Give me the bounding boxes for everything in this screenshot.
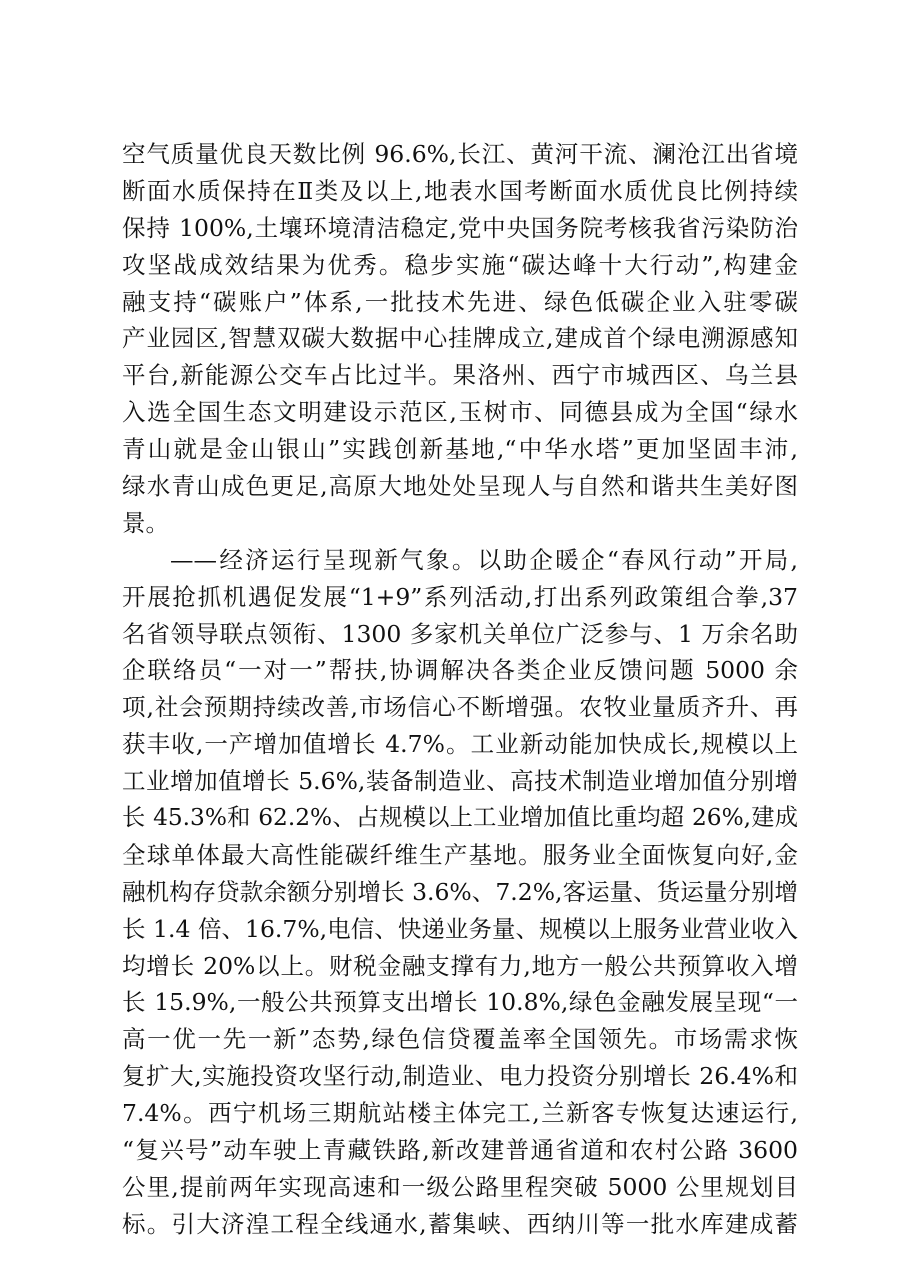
text-line: 长 1.4 倍、16.7%,电信、快递业务量、规模以上服务业营业收入 <box>122 914 798 943</box>
text-line: 均增长 20%以上。财税金融支撑有力,地方一般公共预算收入增 <box>122 951 798 980</box>
text-line: 绿水青山成色更足,高原大地处处呈现人与自然和谐共生美好图 <box>122 472 798 501</box>
text-line: 项,社会预期持续改善,市场信心不断增强。农牧业量质齐升、再 <box>122 693 798 722</box>
text-line: 融机构存贷款余额分别增长 3.6%、7.2%,客运量、货运量分别增 <box>122 877 798 906</box>
text-line: 7.4%。西宁机场三期航站楼主体完工,兰新客专恢复达速运行, <box>122 1099 798 1128</box>
text-line: 保持 100%,土壤环境清洁稳定,党中央国务院考核我省污染防治 <box>122 213 798 242</box>
text-line: 高一优一先一新”态势,绿色信贷覆盖率全国领先。市场需求恢 <box>122 1025 798 1054</box>
text-line: 全球单体最大高性能碳纤维生产基地。服务业全面恢复向好,金 <box>122 840 798 869</box>
text-line: 入选全国生态文明建设示范区,玉树市、同德县成为全国“绿水 <box>122 398 798 427</box>
text-line: 企联络员“一对一”帮扶,协调解决各类企业反馈问题 5000 余 <box>122 656 798 685</box>
body-text <box>122 136 798 1243</box>
text-line: 融支持“碳账户”体系,一批技术先进、绿色低碳企业入驻零碳 <box>122 287 798 316</box>
text-line: 工业增加值增长 5.6%,装备制造业、高技术制造业增加值分别增 <box>122 767 798 796</box>
text-line: 标。引大济湟工程全线通水,蓄集峡、西纳川等一批水库建成蓄 <box>122 1209 798 1238</box>
text-line: “复兴号”动车驶上青藏铁路,新改建普通省道和农村公路 3600 <box>122 1136 798 1165</box>
text-line: 公里,提前两年实现高速和一级公路里程突破 5000 公里规划目 <box>122 1172 798 1201</box>
text-line: 断面水质保持在Ⅱ类及以上,地表水国考断面水质优良比例持续 <box>122 176 798 205</box>
text-line: 攻坚战成效结果为优秀。稳步实施“碳达峰十大行动”,构建金 <box>122 250 798 279</box>
text-line: 开展抢抓机遇促发展“1+9”系列活动,打出系列政策组合拳,37 <box>122 582 798 611</box>
text-line: 空气质量优良天数比例 96.6%,长江、黄河干流、澜沧江出省境 <box>122 140 798 168</box>
text-line: 长 15.9%,一般公共预算支出增长 10.8%,绿色金融发展呈现“一 <box>122 988 798 1017</box>
text-line: 青山就是金山银山”实践创新基地,“中华水塔”更加坚固丰沛, <box>122 435 798 464</box>
paragraph-heading-line: ——经济运行呈现新气象。以助企暖企“春风行动”开局, <box>170 545 798 574</box>
text-line: 复扩大,实施投资攻坚行动,制造业、电力投资分别增长 26.4%和 <box>122 1062 798 1091</box>
text-line: 景。 <box>122 508 169 537</box>
text-line: 产业园区,智慧双碳大数据中心挂牌成立,建成首个绿电溯源感知 <box>122 324 798 353</box>
text-line: 长 45.3%和 62.2%、占规模以上工业增加值比重均超 26%,建成 <box>122 804 798 832</box>
text-line: 名省领导联点领衔、1300 多家机关单位广泛参与、1 万余名助 <box>122 619 798 648</box>
text-line: 平台,新能源公交车占比过半。果洛州、西宁市城西区、乌兰县 <box>122 361 798 390</box>
text-line: 获丰收,一产增加值增长 4.7%。工业新动能加快成长,规模以上 <box>122 730 798 759</box>
